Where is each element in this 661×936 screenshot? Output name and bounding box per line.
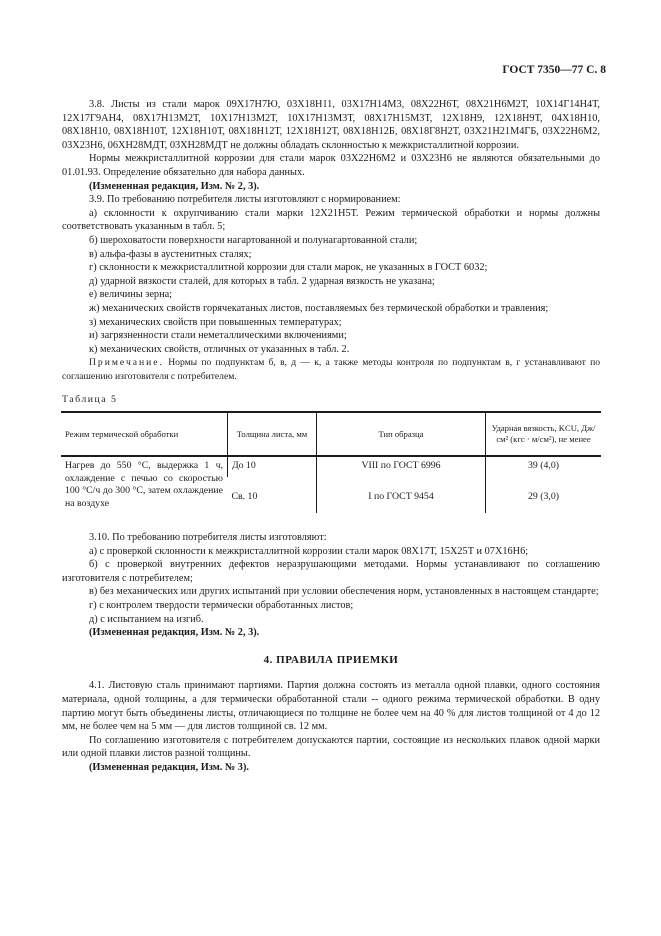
document-body [62, 98, 600, 775]
list-item: д) с испытанием на изгиб. [89, 613, 204, 625]
sample-cell: VIII по ГОСТ 6996 [317, 456, 486, 477]
table-5 [61, 411, 601, 513]
page-header: ГОСТ 7350—77 С. 8 [502, 64, 606, 76]
list-item: е) величины зерна; [89, 289, 173, 301]
thickness-cell: Св. 10 [231, 490, 258, 502]
list-item: ж) механических свойств горячекатаных листов, поставляемых без термической обработки и травления; [89, 302, 549, 314]
list-item: б) с проверкой внутренних дефектов неразрушающими методами. Нормы устанавливают по соглашению изготовителя с потребителем; [62, 559, 600, 584]
column-header: Тип образца [317, 412, 486, 456]
revision-note: (Измененная редакция, Изм. № 3). [89, 761, 249, 773]
table-header-row [61, 412, 601, 456]
treatment-mode: Нагрев до 550 °С, выдержка 1 ч, охлаждение с печью со скоростью 100 °С/ч до 300 °С, затем охлаждение на воздухе [65, 460, 223, 509]
agreement-paragraph: По соглашению изготовителя с потребителем допускаются партии, состоящие из нескольких плавок одной марки или одной плавки листов разной толщины. [62, 734, 600, 760]
list-item: з) механических свойств при повышенных температурах; [89, 316, 342, 328]
note [62, 356, 600, 383]
kcu-cell: 29 (3,0) [486, 477, 602, 513]
sample-cell: I по ГОСТ 9454 [317, 477, 486, 513]
thickness-cell: До 10 [228, 456, 317, 477]
column-header: Режим термической обработки [65, 428, 179, 439]
column-header: Толщина листа, мм [228, 412, 317, 456]
list-item: б) шероховатости поверхности нагартованной и полунагартованной стали; [89, 234, 418, 246]
list-item: в) без механических или других испытаний при условии обеспечения норм, установленных в настоящем стандарте; [89, 586, 599, 598]
corrosion-norms: Нормы межкристаллитной коррозии для стали марок 03Х22Н6М2 и 03Х23Н6 не являются обязательными до 01.01.93. Определение обязательно для набора данных. [62, 153, 600, 178]
list-item: д) ударной вязкости сталей, для которых в табл. 2 ударная вязкость не указана; [89, 275, 435, 287]
list-item: к) механических свойств, отличных от указанных в табл. 2. [89, 343, 350, 355]
revision-note: (Измененная редакция, Изм. № 2, 3). [89, 180, 260, 192]
column-header: Ударная вязкость, KCU, Дж/см² (кгс · м/см²), не менее [486, 412, 602, 456]
list-item: а) склонности к охрупчиванию стали марки 12Х21Н5Т. Режим термической обработки и нормы должны соответствовать указанным в табл. 5; [62, 207, 600, 233]
section-title: 4. ПРАВИЛА ПРИЕМКИ [263, 653, 399, 666]
table-caption: Таблица 5 [62, 394, 118, 406]
note-label: Примечание. [89, 357, 164, 369]
clause-4-1: 4.1. Листовую сталь принимают партиями. Партия должна состоять из металла одной плавки, одного состояния материала, одной толщины, а для термически обработанной стали -- одного режима термической обработки. В одну партию могут быть объединены листы, отличающиеся по толщине не более чем на 40 % для листов толщиной от 4 до 12 мм, не более чем на 5 мм — для листов толщиной св. 12 мм. [62, 680, 600, 733]
revision-note: (Измененная редакция, Изм. № 2, 3). [89, 627, 260, 639]
list-item: в) альфа-фазы в аустенитных сталях; [89, 248, 252, 260]
list-item: а) с проверкой склонности к межкристаллитной коррозии стали марок 08Х17Т, 15Х25Т и 07Х16Н6; [89, 545, 529, 557]
list-item: и) загрязненности стали неметаллическими включениями; [89, 330, 347, 342]
list-item: г) с контролем твердости термически обработанных листов; [89, 600, 354, 612]
clause-3-9: 3.9. По требованию потребителя листы изготовляют с нормированием: [89, 194, 401, 206]
clause-3-10: 3.10. По требованию потребителя листы изготовляют: [89, 532, 327, 544]
list-item: г) склонности к межкристаллитной коррозии для стали марок, не указанных в ГОСТ 6032; [89, 262, 488, 274]
clause-3-8: 3.8. Листы из стали марок 09Х17Н7Ю, 03Х18Н11, 03Х17Н14М3, 08Х22Н6Т, 08Х21Н6М2Т, 10Х14Г14Н4Т, 12Х17Г9АН4, 08Х17Н13М2Т, 10Х17Н13М2Т, 10Х17Н13М3Т, 08Х17Н15М3Т, 12Х18Н9, 12Х18Н9Т, 04Х18Н10, 08Х18Н10, 08Х18Н10Т, 12Х18Н10Т, 08Х18Н12Т, 12Х18Н12Т, 08Х18Н12Б, 08Х18Г8Н2Т, 03Х21Н21М4ГБ, 03Х22Н6М2, 03Х23Н6, 06ХН28МДТ, 03ХН28МДТ не должны обладать склонностью к межкристаллитной коррозии. [62, 99, 600, 151]
table-row [61, 456, 601, 477]
note-text: Нормы по подпунктам б, в, д — к, а также методы контроля по подпунктам в, г устанавливают по соглашению изготовителя с потребителем. [62, 357, 600, 382]
kcu-cell: 39 (4,0) [486, 456, 602, 477]
